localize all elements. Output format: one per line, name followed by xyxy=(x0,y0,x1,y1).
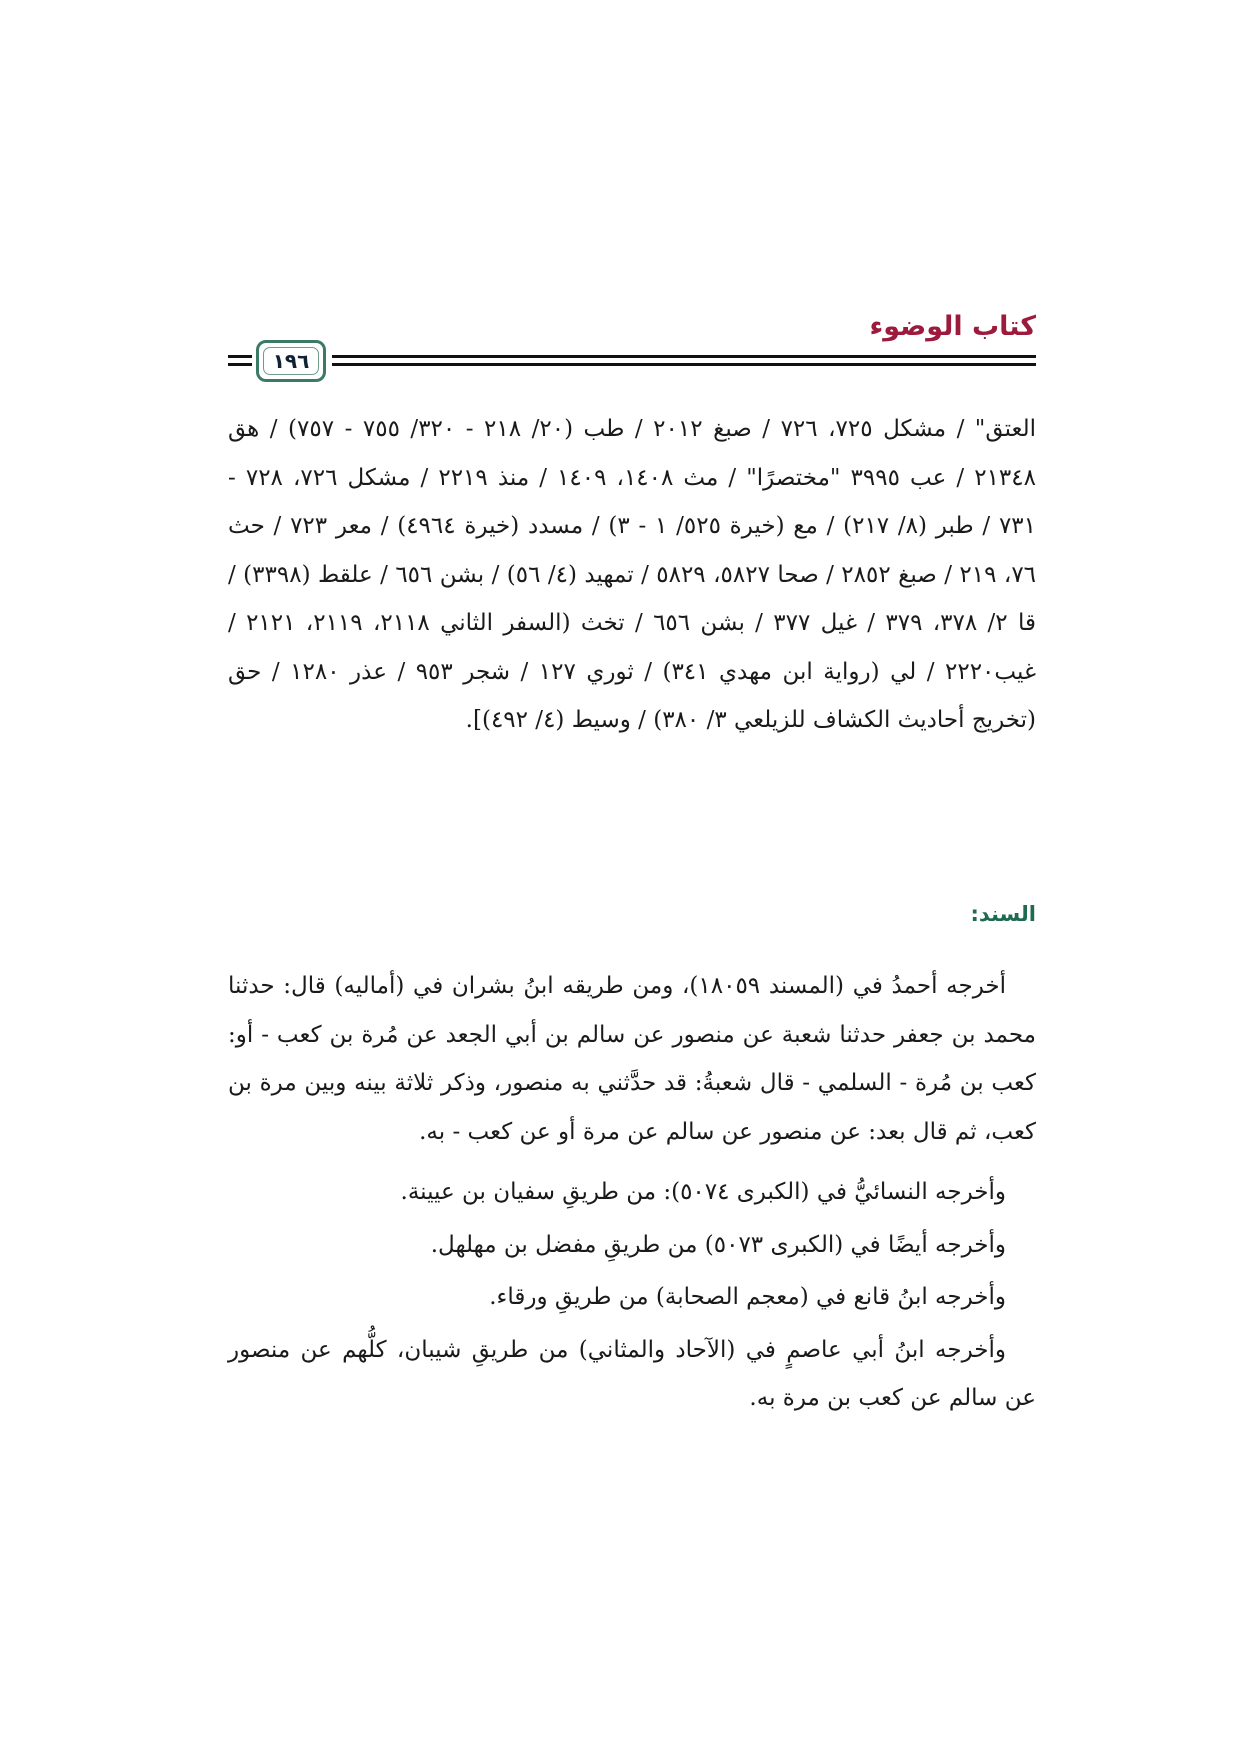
sanad-paragraph-5: وأخرجه ابنُ أبي عاصمٍ في (الآحاد والمثاني) من طريقِ شيبان، كلُّهم عن منصور عن سالم عن كعب بن مرة به. xyxy=(228,1336,1036,1411)
header-rule-bottom xyxy=(332,363,1036,366)
references-text: العتق" / مشكل ٧٢٥، ٧٢٦ / صبغ ٢٠١٢ / طب (٢٠/ ٢١٨ - ٣٢٠/ ٧٥٥ - ٧٥٧) / هق ٢١٣٤٨ / عب ٣٩٩٥ "مختصرًا" / مث ١٤٠٨، ١٤٠٩ / منذ ٢٢١٩ / مشكل ٧٢٦، ٧٢٨ - ٧٣١ / طبر (٨/ ٢١٧) / مع (خيرة ٥٢٥/ ١ - ٣) / مسدد (خيرة ٤٩٦٤) / معر ٧٢٣ / حث ٧٦، ٢١٩ / صبغ ٢٨٥٢ / صحا ٥٨٢٧، ٥٨٢٩ / تمهيد (٤/ ٥٦) / بشن ٦٥٦ / علقط (٣٣٩٨) / قا ٢/ ٣٧٨، ٣٧٩ / غيل ٣٧٧ / بشن ٦٥٦ / تخث (السفر الثاني ٢١١٨، ٢١١٩، ٢١٢١ / غيب٢٢٢٠ / لي (رواية ابن مهدي ٣٤١) / ثوري ١٢٧ / شجر ٩٥٣ / عذر ١٢٨٠ / حق (تخريج أحاديث الكشاف للزيلعي ٣/ ٣٨٠) / وسيط (٤/ ٤٩٢)]. xyxy=(228,416,1037,733)
sanad-paragraph-2: وأخرجه النسائيُّ في (الكبرى ٥٠٧٤): من طريقِ سفيان بن عيينة. xyxy=(400,1179,1006,1205)
sanad-paragraph-4: وأخرجه ابنُ قانع في (معجم الصحابة) من طريقِ ورقاء. xyxy=(489,1284,1006,1310)
page-number-badge xyxy=(256,340,326,382)
header-rule-top xyxy=(332,355,1036,358)
sanad-paragraph-1: أخرجه أحمدُ في (المسند ١٨٠٥٩)، ومن طريقه ابنُ بشران في (أماليه) قال: حدثنا محمد بن جعفر حدثنا شعبة عن منصور عن سالم بن أبي الجعد عن مُرة بن كعب - أو: كعب بن مُرة - السلمي - قال شعبةُ: قد حدَّثني به منصور، وذكر ثلاثة بينه وبين مرة بن كعب، ثم قال بعد: عن منصور عن سالم عن مرة أو عن كعب - به. xyxy=(228,973,1036,1145)
page-header xyxy=(228,310,1036,384)
header-rule-left-top xyxy=(228,355,252,358)
references-block xyxy=(228,405,1036,745)
sanad-paragraph-3: وأخرجه أيضًا في (الكبرى ٥٠٧٣) من طريقِ مفضل بن مهلهل. xyxy=(430,1231,1006,1258)
sanad-block xyxy=(228,962,1036,1423)
header-rule-left-bottom xyxy=(228,363,252,366)
book-title: كتاب الوضوء xyxy=(869,311,1036,342)
page-number: ١٩٦ xyxy=(272,349,310,373)
section-heading-sanad: السند: xyxy=(970,902,1036,926)
